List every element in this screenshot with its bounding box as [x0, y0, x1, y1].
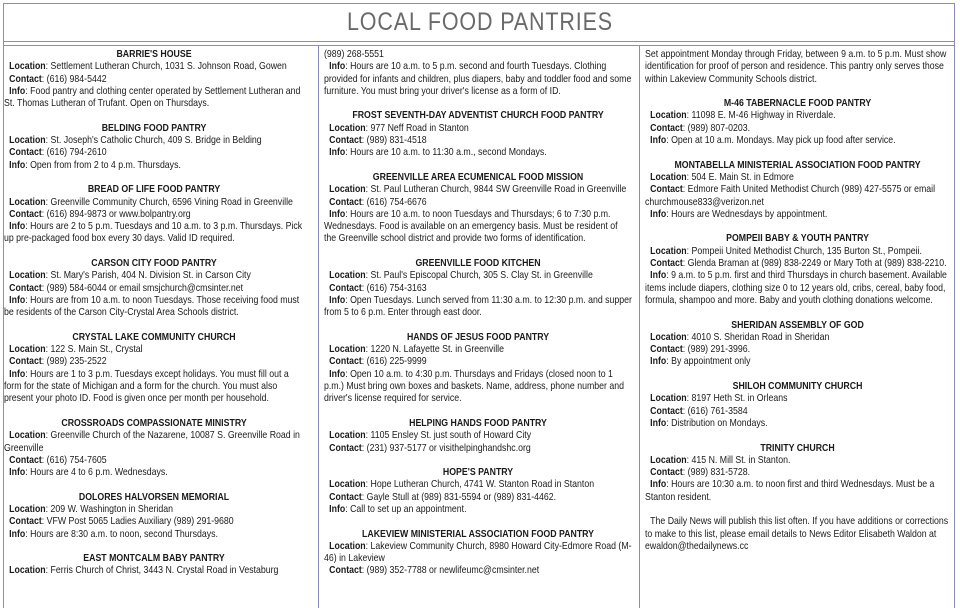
label-colon: :: [361, 565, 367, 577]
label-colon: :: [686, 245, 692, 257]
location-value: 504 E. Main St. in Edmore: [691, 171, 794, 183]
info-label: Info: [9, 528, 26, 540]
contact-value: (616) 794-2610: [46, 147, 107, 159]
label-colon: :: [41, 147, 47, 159]
location-label: Location: [650, 331, 687, 343]
pantry-location: [4, 565, 304, 577]
pantry-name: POMPEII BABY & YOUTH PANTRY: [726, 233, 869, 245]
pantry-name: BELDING FOOD PANTRY: [101, 122, 207, 134]
info-value: Call to set up an appointment.: [350, 503, 467, 515]
pantry-name: SHILOH COMMUNITY CHURCH: [732, 381, 863, 393]
location-label: Location: [9, 344, 46, 356]
pantry-contact: [4, 283, 304, 295]
label-colon: :: [666, 270, 672, 282]
info-label: Info: [650, 479, 667, 491]
pantry-entry: [4, 332, 304, 406]
location-value: Pompeii United Methodist Church, 135 Burton St., Pompeii.: [691, 245, 922, 257]
label-colon: :: [666, 417, 672, 429]
contact-label: Contact: [650, 467, 683, 479]
contact-value: Glenda Braman at (989) 838-2249 or Mary Toth at (989) 838-2210.: [687, 258, 947, 270]
pantry-info: [4, 221, 304, 246]
pantry-info: [4, 160, 304, 172]
label-colon: :: [25, 294, 31, 306]
label-colon: :: [345, 147, 351, 159]
pantry-entry: [645, 98, 950, 147]
label-colon: :: [41, 454, 47, 466]
pantry-contact: [4, 147, 304, 159]
pantry-name: CARSON CITY FOOD PANTRY: [91, 258, 217, 270]
location-value: 1220 N. Lafayette St. in Greenville: [370, 344, 504, 356]
pantry-info: [324, 61, 632, 98]
location-value: St. Mary's Parish, 404 N. Division St. in Carson City: [50, 270, 251, 282]
label-colon: :: [365, 430, 371, 442]
pantry-name: EAST MONTCALM BABY PANTRY: [83, 553, 225, 565]
location-label: Location: [650, 171, 687, 183]
info-label: Info: [9, 467, 26, 479]
label-colon: :: [25, 159, 31, 171]
location-value: 209 W. Washington in Sheridan: [50, 503, 173, 515]
info-label: Info: [329, 208, 346, 220]
info-label: Info: [650, 356, 667, 368]
location-label: Location: [9, 270, 46, 282]
info-label: Info: [329, 61, 346, 73]
pantry-entry: [324, 332, 632, 406]
pantry-location: [645, 246, 950, 258]
contact-value: (616) 754-3163: [366, 282, 427, 294]
info-label: Info: [9, 368, 26, 380]
info-value: Hours are Wednesdays by appointment.: [671, 208, 828, 220]
pantry-location: [645, 172, 950, 184]
column-3: [645, 49, 950, 608]
label-colon: :: [682, 258, 688, 270]
info-value: Hours are from 10 a.m. to noon Tuesdays. Those receiving food must be residents of the Carson City-Crystal Area Schools district.: [4, 294, 300, 319]
contact-label: Contact: [9, 282, 42, 294]
contact-label: Contact: [329, 491, 362, 503]
pantry-location: [645, 393, 950, 405]
info-label: Info: [329, 503, 346, 515]
pantry-location: [645, 110, 950, 122]
pantry-entry: [4, 123, 304, 172]
location-value: Greenville Church of the Nazarene, 10087 S. Greenville Road in Greenville: [4, 430, 300, 454]
location-label: Location: [329, 344, 366, 356]
contact-label: Contact: [9, 208, 42, 220]
location-value: St. Paul Lutheran Church, 9844 SW Greenville Road in Greenville: [370, 184, 627, 196]
label-colon: :: [45, 344, 51, 356]
pantry-location: [324, 123, 632, 135]
contact-label: Contact: [9, 454, 42, 466]
label-colon: :: [682, 405, 688, 417]
location-label: Location: [650, 393, 687, 405]
contact-value: Gayle Stull at (989) 831-5594 or (989) 831-4462.: [366, 491, 557, 503]
location-label: Location: [650, 110, 687, 122]
pantry-location: [324, 479, 632, 491]
pantry-entry: [645, 443, 950, 504]
info-value: Open at 10 a.m. Mondays. May pick up food after service.: [671, 135, 896, 147]
pantry-entry: [4, 553, 304, 578]
contact-label: Contact: [329, 282, 362, 294]
label-colon: :: [666, 135, 672, 147]
contact-value: Edmore Faith United Methodist Church (989) 427-5575 or email churchmouse833@verizon.net: [645, 184, 936, 208]
contact-label: Contact: [9, 73, 42, 85]
contact-value: (616) 761-3584: [687, 405, 748, 417]
location-value: 977 Neff Road in Stanton: [370, 122, 469, 134]
label-colon: :: [345, 368, 351, 380]
title-rule-bottom: [3, 45, 955, 46]
info-value: Distribution on Mondays.: [671, 417, 768, 429]
contact-label: Contact: [650, 258, 683, 270]
pantry-contact: [645, 123, 950, 135]
pantry-info: [645, 270, 950, 307]
pantry-contact: [645, 467, 950, 479]
pantry-contact: [645, 406, 950, 418]
location-label: Location: [9, 196, 46, 208]
pantry-location: [4, 135, 304, 147]
column-2: [324, 49, 632, 608]
pantry-name: GREENVILLE AREA ECUMENICAL FOOD MISSION: [372, 171, 584, 183]
pantry-name: CRYSTAL LAKE COMMUNITY CHURCH: [72, 331, 236, 343]
pantry-entry: [4, 418, 304, 479]
contact-value: (616) 225-9999: [366, 356, 427, 368]
pantry-entry: [324, 418, 632, 455]
contact-value: (989) 831-5728.: [687, 467, 751, 479]
pantry-contact: [4, 356, 304, 368]
pantry-entry: [324, 172, 632, 246]
page-title: LOCAL FOOD PANTRIES: [346, 8, 614, 36]
location-label: Location: [329, 184, 366, 196]
location-value: 415 N. Mill St. in Stanton.: [691, 454, 791, 466]
contact-label: Contact: [329, 565, 362, 577]
info-label: Info: [9, 85, 26, 97]
info-value: Hours are 8:30 a.m. to noon, second Thursdays.: [30, 528, 218, 540]
pantry-name: HELPING HANDS FOOD PANTRY: [409, 417, 547, 429]
pantry-entry: [645, 233, 950, 307]
pantry-contact: [4, 74, 304, 86]
label-colon: :: [25, 467, 31, 479]
pantry-entry: [324, 258, 632, 319]
contact-value: (989) 235-2522: [46, 356, 107, 368]
label-colon: :: [45, 135, 51, 147]
contact-value: (616) 894-9873 or www.bolpantry.org: [46, 208, 191, 220]
location-label: Location: [650, 245, 687, 257]
label-colon: :: [666, 479, 672, 491]
pantry-info: [4, 295, 304, 320]
info-value: Open from from 2 to 4 p.m. Thursdays.: [30, 159, 181, 171]
label-colon: :: [25, 85, 31, 97]
contact-value: (989) 291-3996.: [687, 344, 751, 356]
label-colon: :: [361, 135, 367, 147]
pantry-location: [324, 270, 632, 282]
label-colon: :: [345, 208, 351, 220]
location-value: St. Joseph's Catholic Church, 409 S. Bridge in Belding: [50, 135, 262, 147]
pantry-location: [645, 332, 950, 344]
label-colon: :: [365, 540, 371, 552]
contact-label: Contact: [9, 356, 42, 368]
contact-label: Contact: [9, 147, 42, 159]
pantry-contact: [324, 492, 632, 504]
pantry-location: [4, 197, 304, 209]
title-rule-top: [3, 41, 955, 42]
info-label: Info: [9, 159, 26, 171]
info-value: Hours are 10 a.m. to 11:30 a.m., second Mondays.: [350, 147, 547, 159]
pantry-entry: [4, 492, 304, 541]
pantry-contact: [324, 565, 632, 577]
pantry-contact: [324, 443, 632, 455]
pantry-info: [645, 49, 950, 86]
pantry-name: MONTABELLA MINISTERIAL ASSOCIATION FOOD PANTRY: [674, 159, 921, 171]
pantry-entry: [645, 320, 950, 369]
contact-value: (616) 754-7605: [46, 454, 107, 466]
pantry-location: [645, 455, 950, 467]
info-label: Info: [9, 221, 26, 233]
location-value: Greenville Community Church, 6596 Vining Road in Greenville: [50, 196, 293, 208]
column-divider-2: [639, 46, 640, 608]
label-colon: :: [361, 282, 367, 294]
column-1: [4, 49, 304, 608]
pantry-contact: [324, 356, 632, 368]
pantry-info: [4, 86, 304, 111]
pantry-name: CROSSROADS COMPASSIONATE MINISTRY: [61, 417, 247, 429]
pantry-name: HANDS OF JESUS FOOD PANTRY: [406, 331, 550, 343]
info-value: Food pantry and clothing center operated by Settlement Lutheran and St. Thomas Lutheran of Trufant. Open on Thursdays.: [4, 85, 301, 110]
info-label: Info: [650, 135, 667, 147]
location-value: 1105 Ensley St. just south of Howard City: [370, 430, 532, 442]
location-label: Location: [9, 61, 46, 73]
contact-label: Contact: [650, 344, 683, 356]
label-colon: :: [41, 282, 47, 294]
contact-label: Contact: [9, 516, 42, 528]
info-value: Hours are 2 to 5 p.m. Tuesdays and 10 a.m. to 3 p.m. Thursdays. Pick up pre-packaged food box every 30 days. Valid ID required.: [4, 221, 303, 245]
label-colon: :: [682, 344, 688, 356]
info-label: Info: [9, 294, 26, 306]
contact-value: (989) 584-6044 or email smsjchurch@cmsinter.net: [46, 282, 244, 294]
label-colon: :: [666, 356, 672, 368]
label-colon: :: [361, 356, 367, 368]
contact-value: (231) 937-5177 or visithelpinghandshc.org: [366, 442, 531, 454]
label-colon: :: [686, 331, 692, 343]
pantry-location: [324, 430, 632, 442]
label-colon: :: [686, 110, 692, 122]
contact-value: VFW Post 5065 Ladies Auxiliary (989) 291-9680: [46, 516, 234, 528]
location-value: Hope Lutheran Church, 4741 W. Stanton Road in Stanton: [370, 479, 595, 491]
info-label: Info: [650, 417, 667, 429]
info-value: Open Tuesdays. Lunch served from 11:30 a.m. to 12:30 p.m. and supper from 5 to 6 p.m. Enter through east door.: [324, 294, 632, 319]
pantry-entry: [4, 258, 304, 319]
label-colon: :: [686, 393, 692, 405]
pantry-name: DOLORES HALVORSEN MEMORIAL: [78, 491, 230, 503]
pantry-contact: [324, 283, 632, 295]
contact-label: Contact: [650, 184, 683, 196]
pantry-entry: [645, 381, 950, 430]
pantry-location: [4, 270, 304, 282]
contact-value: (616) 984-5442: [46, 73, 107, 85]
contact-label: Contact: [650, 122, 683, 134]
pantry-name: BARRIE'S HOUSE: [116, 49, 192, 60]
label-colon: :: [25, 221, 31, 233]
contact-label: Contact: [329, 135, 362, 147]
location-value: 4010 S. Sheridan Road in Sheridan: [691, 331, 830, 343]
contact-label: Contact: [329, 196, 362, 208]
location-value: Ferris Church of Christ, 3443 N. Crystal Road in Vestaburg: [50, 565, 279, 577]
pantry-contact: [324, 197, 632, 209]
pantry-name: SHERIDAN ASSEMBLY OF GOD: [731, 319, 864, 331]
info-value: Hours are 1 to 3 p.m. Tuesdays except holidays. You must fill out a form for the state of Michigan and a form for the church. You must also present your photo ID. Food is given once per month per household.: [4, 368, 289, 405]
pantry-location: [4, 430, 304, 455]
label-colon: :: [365, 184, 371, 196]
pantry-info: [324, 369, 632, 406]
info-label: Info: [329, 368, 346, 380]
label-colon: :: [45, 503, 51, 515]
pantry-info: [645, 479, 950, 504]
pantry-location: [4, 344, 304, 356]
info-value: Hours are 10 a.m. to noon Tuesdays and Thursdays; 6 to 7:30 p.m. Wednesdays. Food is available on an emergency basis. Must be resident of the Greenville school district and provide two forms of identification.: [324, 208, 618, 245]
pantry-name: FROST SEVENTH-DAY ADVENTIST CHURCH FOOD PANTRY: [352, 110, 604, 122]
info-value: Open 10 a.m. to 4:30 p.m. Thursdays and Fridays (closed noon to 1 p.m.) Must bring own boxes and baskets. Name, address, phone number and driver's license required for service.: [324, 368, 624, 405]
label-colon: :: [45, 430, 51, 442]
location-value: Settlement Lutheran Church, 1031 S. Johnson Road, Gowen: [50, 61, 287, 73]
pantry-location: [4, 61, 304, 73]
pantry-contact: [4, 455, 304, 467]
pantry-location: [4, 504, 304, 516]
pantry-entry: [645, 49, 950, 86]
location-label: Location: [329, 540, 366, 552]
pantry-contact: [324, 135, 632, 147]
label-colon: :: [345, 61, 351, 73]
pantry-info: [324, 504, 632, 516]
pantry-entry: [324, 467, 632, 516]
info-label: Info: [329, 147, 346, 159]
label-colon: :: [45, 565, 51, 577]
pantry-info: [645, 356, 950, 368]
pantry-entry: [4, 184, 304, 245]
info-value: By appointment only: [671, 356, 751, 368]
label-colon: :: [41, 516, 47, 528]
pantry-entry: [4, 49, 304, 110]
pantry-entry: [645, 160, 950, 221]
contact-label: Contact: [329, 442, 362, 454]
contact-value: (989) 268-5551: [324, 49, 384, 60]
info-value: Set appointment Monday through Friday, between 9 a.m. to 5 p.m. Must show identification for proof of person and residence. This pantry only serves those within Lakeview Community Schools district.: [645, 49, 947, 85]
info-label: Info: [650, 208, 667, 220]
label-colon: :: [361, 442, 367, 454]
pantry-name: BREAD OF LIFE FOOD PANTRY: [87, 184, 221, 196]
label-colon: :: [686, 171, 692, 183]
location-value: St. Paul's Episcopal Church, 305 S. Clay St. in Greenville: [370, 270, 593, 282]
label-colon: :: [365, 122, 371, 134]
pantry-info: [4, 467, 304, 479]
label-colon: :: [45, 61, 51, 73]
location-value: Lakeview Community Church, 8980 Howard City-Edmore Road (M-46) in Lakeview: [324, 540, 632, 565]
pantry-contact: [324, 49, 632, 61]
pantry-info: [4, 369, 304, 406]
pantry-name: HOPE'S PANTRY: [442, 467, 514, 479]
label-colon: :: [682, 467, 688, 479]
pantry-name: LAKEVIEW MINISTERIAL ASSOCIATION FOOD PANTRY: [362, 528, 595, 540]
pantry-contact: [645, 258, 950, 270]
info-value: Hours are 10:30 a.m. to noon first and third Wednesdays. Must be a Stanton resident.: [645, 479, 935, 503]
pantry-info: [324, 209, 632, 246]
location-label: Location: [9, 565, 46, 577]
pantry-info: [645, 209, 950, 221]
editor-note: The Daily News will publish this list often. If you have additions or corrections to make to this list, please email details to News Editor Elisabeth Waldon at ewaldon@thedailynews.cc: [645, 516, 949, 552]
label-colon: :: [365, 270, 371, 282]
pantry-location: [324, 541, 632, 566]
pantry-contact: [645, 184, 950, 209]
contact-label: Contact: [329, 356, 362, 368]
location-value: 122 S. Main St., Crystal: [50, 344, 143, 356]
contact-value: (616) 754-6676: [366, 196, 427, 208]
label-colon: :: [41, 208, 47, 220]
location-label: Location: [329, 270, 366, 282]
label-colon: :: [45, 270, 51, 282]
pantry-info: [324, 295, 632, 320]
contact-value: (989) 831-4518: [366, 135, 427, 147]
pantry-name: GREENVILLE FOOD KITCHEN: [415, 258, 541, 270]
location-value: 11098 E. M-46 Highway in Riverdale.: [691, 110, 836, 122]
info-value: Hours are 4 to 6 p.m. Wednesdays.: [30, 467, 168, 479]
pantry-info: [4, 529, 304, 541]
label-colon: :: [41, 73, 47, 85]
location-label: Location: [9, 135, 46, 147]
label-colon: :: [365, 479, 371, 491]
label-colon: :: [686, 454, 692, 466]
label-colon: :: [682, 122, 688, 134]
info-label: Info: [329, 294, 346, 306]
location-label: Location: [9, 430, 46, 442]
pantry-name: M-46 TABERNACLE FOOD PANTRY: [723, 98, 872, 110]
pantry-contact: [4, 209, 304, 221]
pantry-info: [645, 135, 950, 147]
label-colon: :: [25, 368, 31, 380]
label-colon: :: [45, 196, 51, 208]
label-colon: :: [345, 503, 351, 515]
pantry-entry: [324, 110, 632, 159]
label-colon: :: [361, 491, 367, 503]
pantry-entry: [324, 529, 632, 578]
label-colon: :: [25, 528, 31, 540]
contact-value: (989) 352-7788 or newlifeumc@cmsinter.net: [366, 565, 540, 577]
pantry-name: TRINITY CHURCH: [760, 442, 835, 454]
location-label: Location: [329, 430, 366, 442]
info-label: Info: [650, 270, 667, 282]
label-colon: :: [666, 208, 672, 220]
location-label: Location: [9, 503, 46, 515]
pantry-contact: [645, 344, 950, 356]
pantry-entry: [324, 49, 632, 98]
pantry-info: [324, 147, 632, 159]
label-colon: :: [41, 356, 47, 368]
location-label: Location: [329, 479, 366, 491]
pantry-info: [645, 418, 950, 430]
location-label: Location: [329, 122, 366, 134]
contact-label: Contact: [650, 405, 683, 417]
pantry-contact: [4, 516, 304, 528]
pantry-location: [324, 184, 632, 196]
contact-value: (989) 807-0203.: [687, 122, 751, 134]
pantry-location: [324, 344, 632, 356]
column-divider-1: [318, 46, 319, 608]
label-colon: :: [361, 196, 367, 208]
location-label: Location: [650, 454, 687, 466]
label-colon: :: [682, 184, 688, 196]
location-value: 8197 Heth St. in Orleans: [691, 393, 788, 405]
info-value: Hours are 10 a.m. to 5 p.m. second and fourth Tuesdays. Clothing provided for infants and children, plus diapers, baby and toddler food and some furniture. You must bring your driver's license as a form of ID.: [324, 61, 632, 97]
label-colon: :: [345, 294, 351, 306]
info-value: 9 a.m. to 5 p.m. first and third Thursdays in church basement. Available items include diapers, clothing size 0 to 12 years old, cribs, cereal, baby food, formula, shampoo and more. Baby and youth clothing donations welcome.: [645, 270, 947, 306]
label-colon: :: [365, 344, 371, 356]
